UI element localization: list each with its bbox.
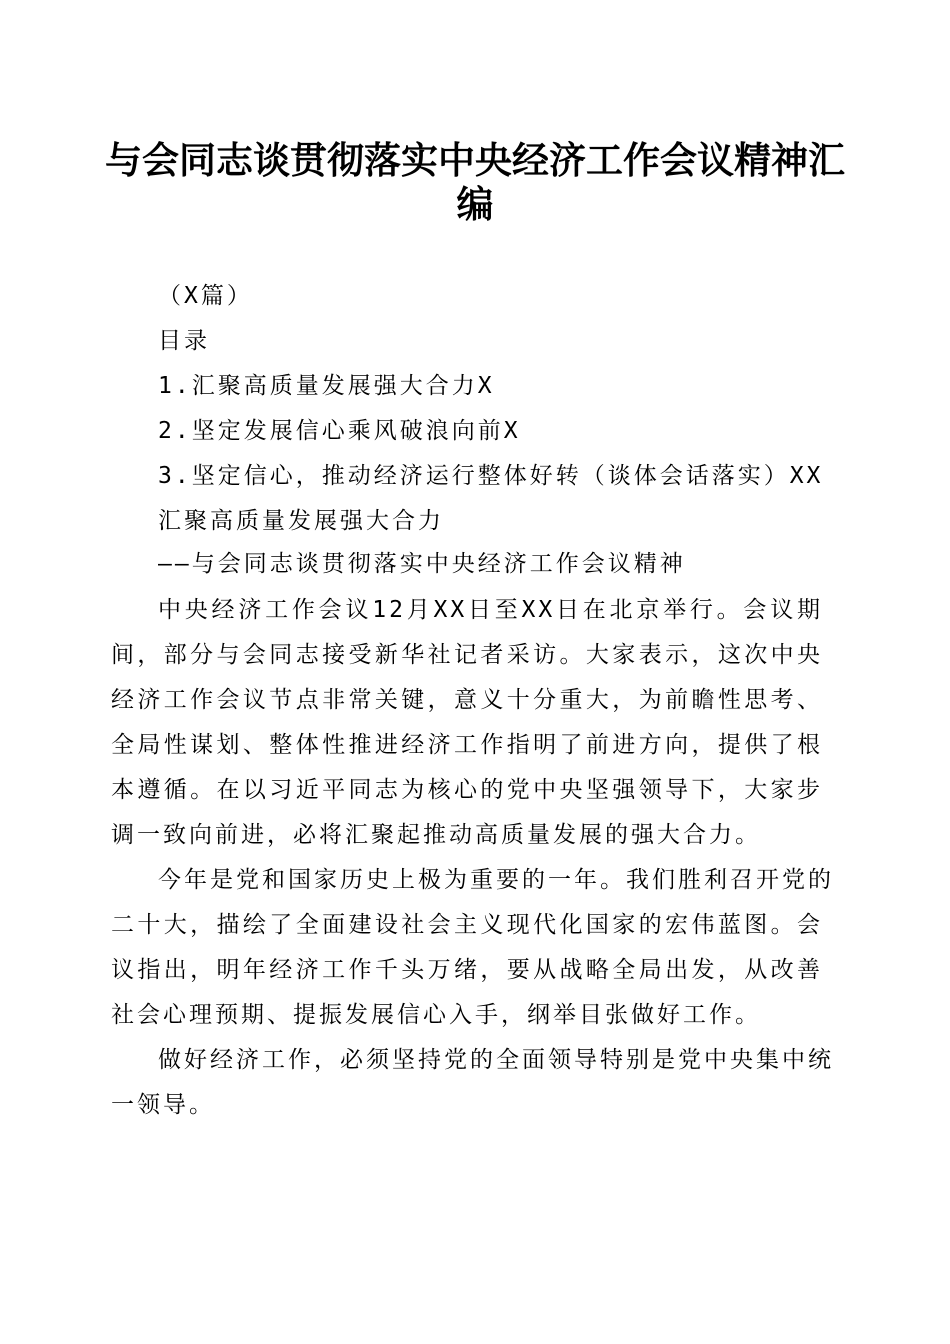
paragraph-2-line-4: 社会心理预期、提振发展信心入手，纲举目张做好工作。 — [111, 1002, 761, 1028]
paragraph-1-line-4: 全局性谋划、整体性推进经济工作指明了前进方向，提供了根 — [111, 732, 823, 758]
toc-item-3: 3.坚定信心，推动经济运行整体好转（谈体会话落实）XX — [158, 463, 824, 489]
paragraph-1-line-6: 调一致向前进，必将汇聚起推动高质量发展的强大合力。 — [111, 822, 761, 848]
paragraph-2-line-2: 二十大，描绘了全面建设社会主义现代化国家的宏伟蓝图。会 — [111, 912, 823, 938]
paragraph-1-line-1: 中央经济工作会议12月XX日至XX日在北京举行。会议期 — [158, 597, 823, 623]
toc-item-1: 1.汇聚高质量发展强大合力X — [158, 373, 495, 399]
paragraph-1-line-2: 间，部分与会同志接受新华社记者采访。大家表示，这次中央 — [111, 642, 823, 668]
document-title-line-2: 编 — [456, 182, 494, 226]
document-title-line-1: 与会同志谈贯彻落实中央经济工作会议精神汇 — [105, 138, 845, 182]
article-subtitle: ——与会同志谈贯彻落实中央经济工作会议精神 — [158, 551, 686, 577]
paragraph-2-line-3: 议指出，明年经济工作千头万绪，要从战略全局出发，从改善 — [111, 957, 823, 983]
paragraph-1-line-5: 本遵循。在以习近平同志为核心的党中央坚强领导下，大家步 — [111, 777, 823, 803]
paragraph-2-line-1: 今年是党和国家历史上极为重要的一年。我们胜利召开党的 — [158, 867, 834, 893]
toc-item-2: 2.坚定发展信心乘风破浪向前X — [158, 418, 521, 444]
toc-heading: 目录 — [158, 328, 210, 354]
paragraph-1-line-3: 经济工作会议节点非常关键，意义十分重大，为前瞻性思考、 — [111, 687, 823, 713]
article-count-note: （X篇） — [158, 283, 253, 309]
article-title: 汇聚高质量发展强大合力 — [158, 508, 444, 534]
paragraph-3-line-2: 一领导。 — [111, 1092, 215, 1118]
paragraph-3-line-1: 做好经济工作，必须坚持党的全面领导特别是党中央集中统 — [158, 1047, 834, 1073]
